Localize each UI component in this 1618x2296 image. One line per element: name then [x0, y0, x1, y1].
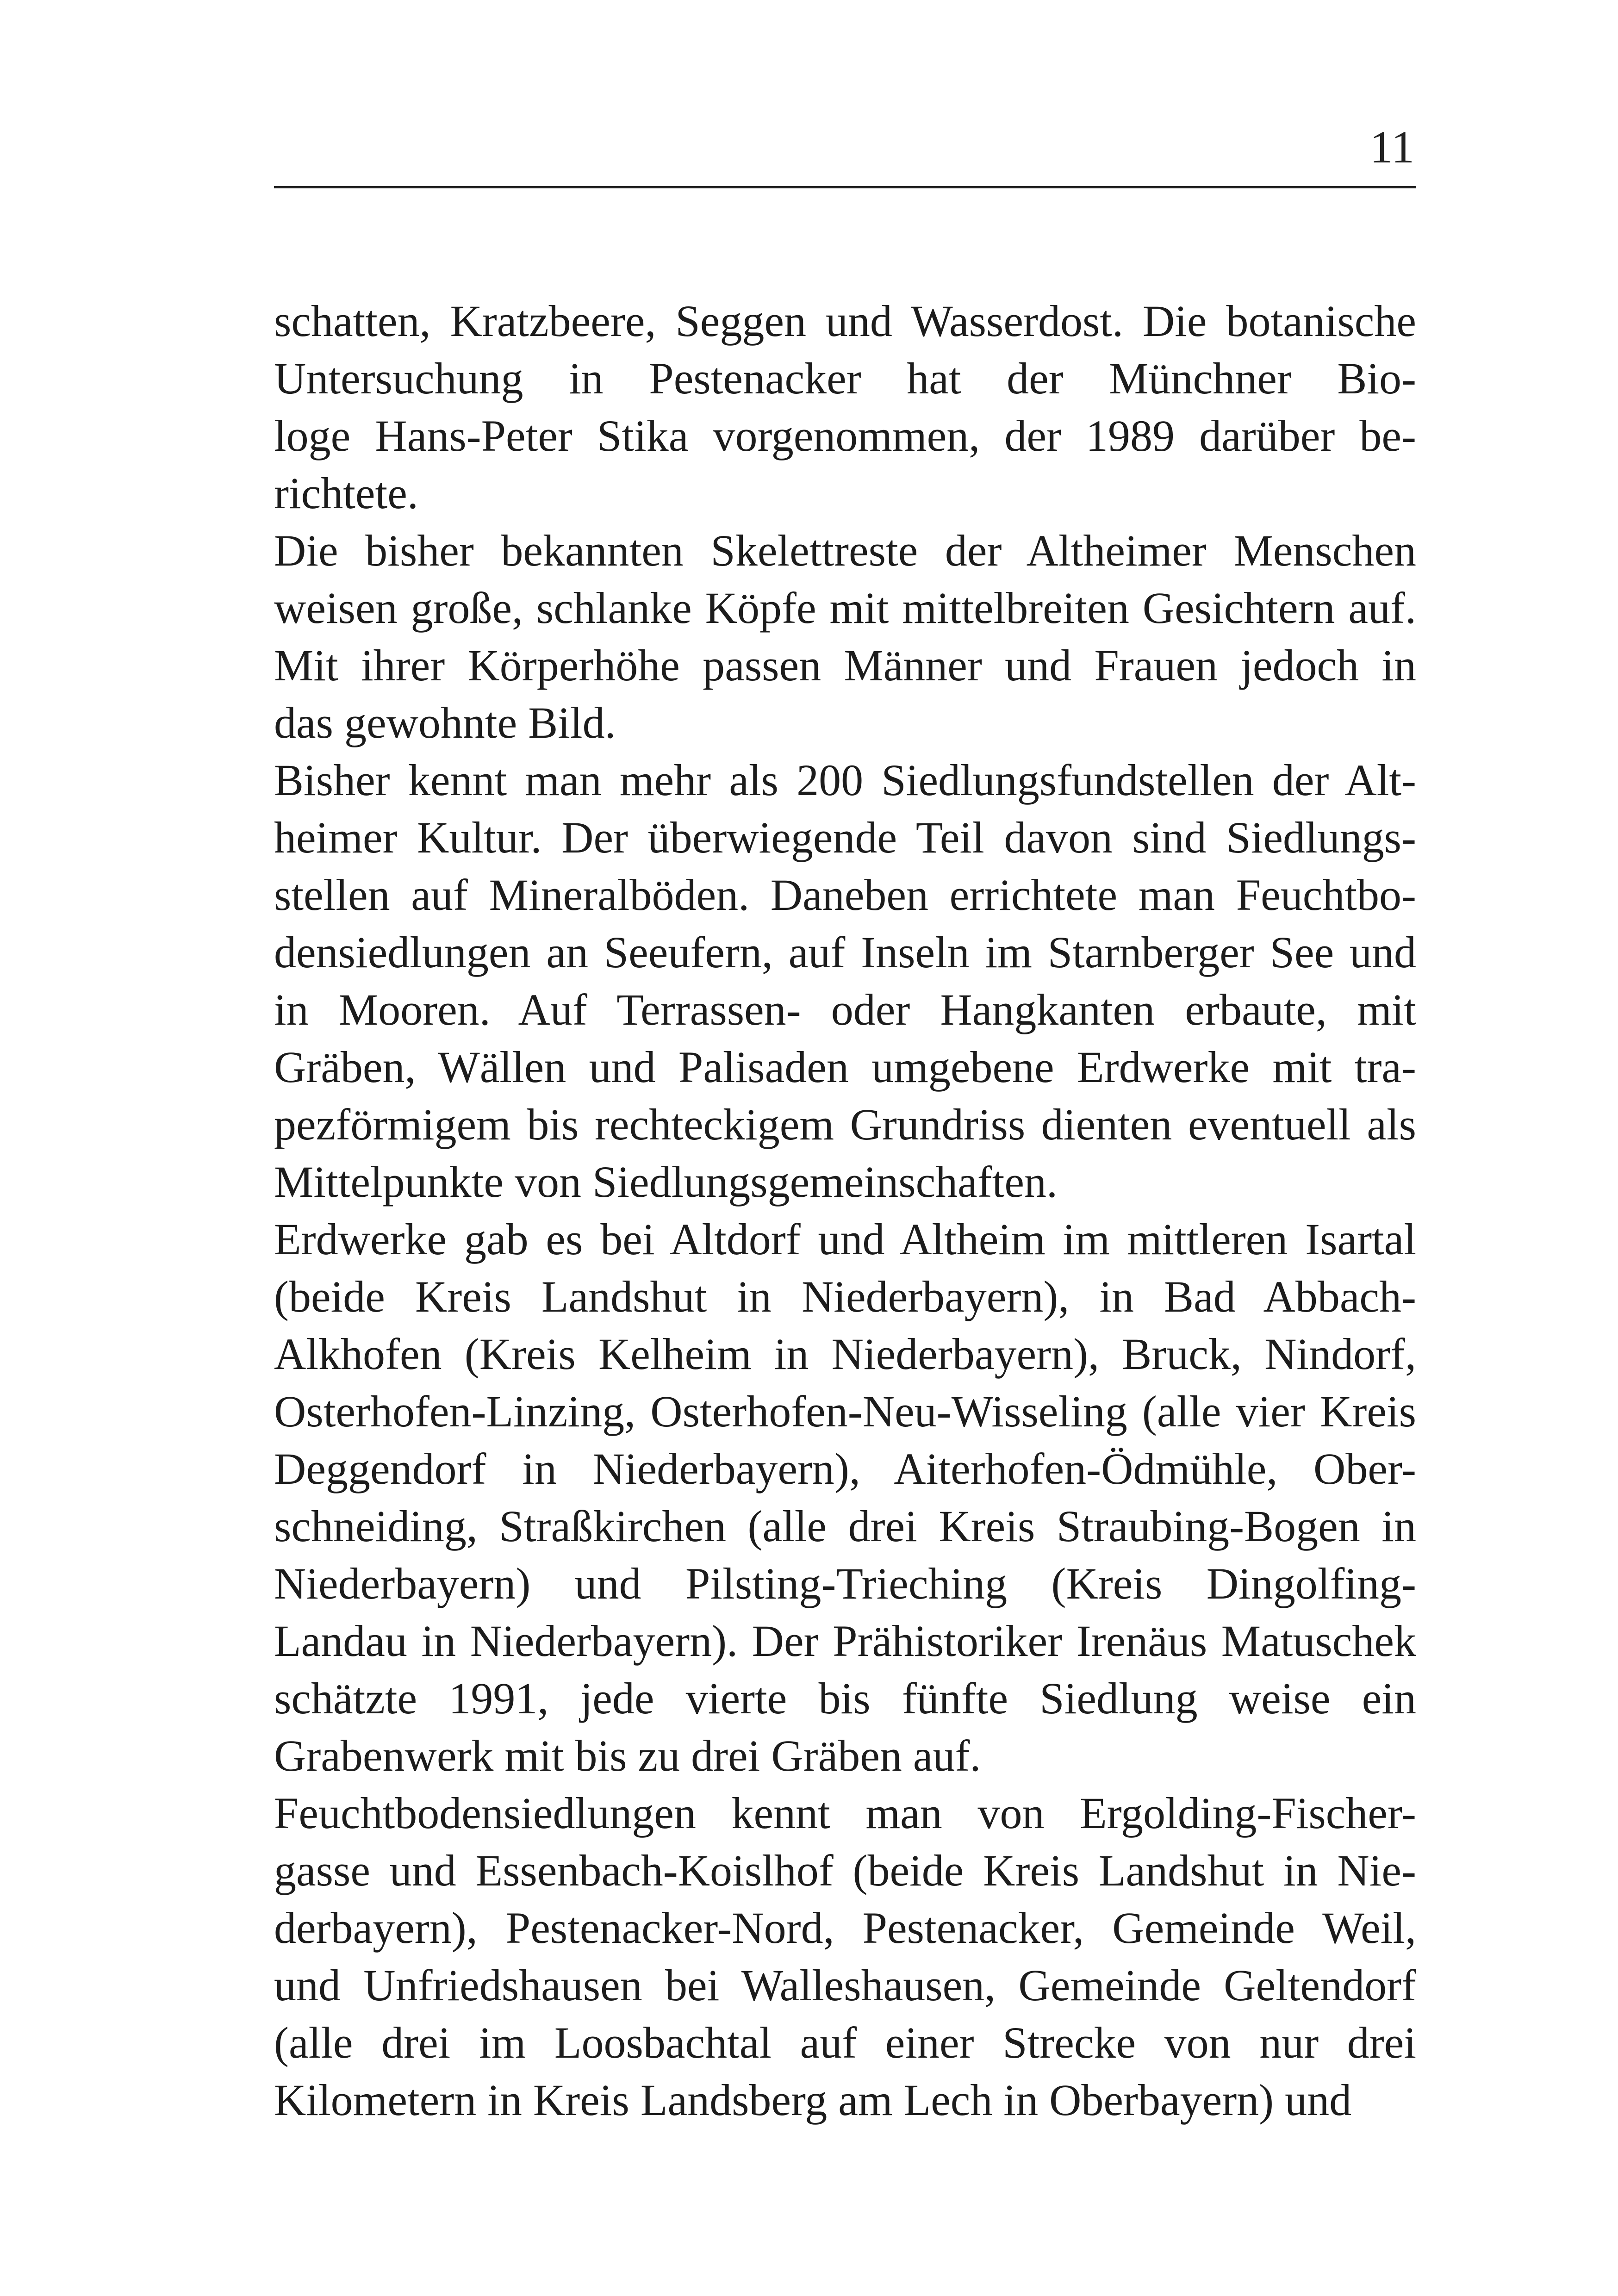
text-line: Mittelpunkte von Siedlungsgemeinschaften. — [274, 1157, 1058, 1207]
text-line: das gewohnte Bild. — [274, 698, 616, 747]
body-text — [274, 292, 1416, 2129]
text-line: in Mooren. Auf Terrassen- oder Hangkanten erbaute, mit — [274, 985, 1416, 1034]
text-line: Grabenwerk mit bis zu drei Gräben auf. — [274, 1731, 981, 1780]
text-line: densiedlungen an Seeufern, auf Inseln im Starnberger See und — [274, 927, 1416, 977]
text-line: pezförmigem bis rechteckigem Grundriss dienten eventuell als — [274, 1100, 1416, 1149]
paragraph — [274, 522, 1416, 752]
paragraph — [274, 752, 1416, 1211]
text-line: Kilometern in Kreis Landsberg am Lech in Oberbayern) und — [274, 2075, 1352, 2125]
text-line: Mit ihrer Körperhöhe passen Männer und Frauen jedoch in — [274, 641, 1416, 690]
text-line: und Unfriedshausen bei Walleshausen, Gemeinde Geltendorf — [274, 1960, 1416, 2010]
text-line: schatten, Kratzbeere, Seggen und Wasserdost. Die botanische — [274, 296, 1416, 346]
text-line: schätzte 1991, jede vierte bis fünfte Siedlung weise ein — [274, 1674, 1416, 1723]
text-line: Alkhofen (Kreis Kelheim in Niederbayern), Bruck, Nindorf, — [274, 1329, 1416, 1379]
text-line: loge Hans-Peter Stika vorgenommen, der 1989 darüber be- — [274, 411, 1416, 460]
text-line: schneiding, Straßkirchen (alle drei Kreis Straubing-Bogen in — [274, 1501, 1416, 1551]
header-rule — [274, 186, 1416, 188]
text-line: gasse und Essenbach-Koislhof (beide Kreis Landshut in Nie- — [274, 1846, 1416, 1895]
text-line: richtete. — [274, 468, 418, 518]
text-line: Niederbayern) und Pilsting-Trieching (Kreis Dingolfing- — [274, 1559, 1416, 1608]
text-line: Bisher kennt man mehr als 200 Siedlungsfundstellen der Alt- — [274, 755, 1416, 805]
text-line: Untersuchung in Pestenacker hat der Münchner Bio- — [274, 354, 1416, 403]
paragraph — [274, 1785, 1416, 2129]
text-line: stellen auf Mineralböden. Daneben errichtete man Feuchtbo- — [274, 870, 1416, 920]
text-line: Erdwerke gab es bei Altdorf und Altheim im mittleren Isartal — [274, 1214, 1416, 1264]
text-line: Osterhofen-Linzing, Osterhofen-Neu-Wisseling (alle vier Kreis — [274, 1387, 1416, 1436]
text-line: (beide Kreis Landshut in Niederbayern), in Bad Abbach- — [274, 1272, 1416, 1321]
page-number: 11 — [1369, 121, 1414, 173]
paragraph — [274, 1211, 1416, 1785]
text-line: (alle drei im Loosbachtal auf einer Strecke von nur drei — [274, 2018, 1416, 2067]
text-line: Landau in Niederbayern). Der Prähistoriker Irenäus Matuschek — [274, 1616, 1416, 1666]
text-line: derbayern), Pestenacker-Nord, Pestenacker, Gemeinde Weil, — [274, 1903, 1416, 1953]
paragraph — [274, 292, 1416, 522]
text-line: Feuchtbodensiedlungen kennt man von Ergolding-Fischer- — [274, 1788, 1416, 1838]
text-line: Gräben, Wällen und Palisaden umgebene Erdwerke mit tra- — [274, 1042, 1416, 1092]
text-line: heimer Kultur. Der überwiegende Teil davon sind Siedlungs- — [274, 813, 1416, 862]
text-line: Die bisher bekannten Skelettreste der Altheimer Menschen — [274, 526, 1416, 575]
text-line: Deggendorf in Niederbayern), Aiterhofen-Ödmühle, Ober- — [274, 1444, 1416, 1493]
text-line: weisen große, schlanke Köpfe mit mittelbreiten Gesichtern auf. — [274, 583, 1416, 633]
